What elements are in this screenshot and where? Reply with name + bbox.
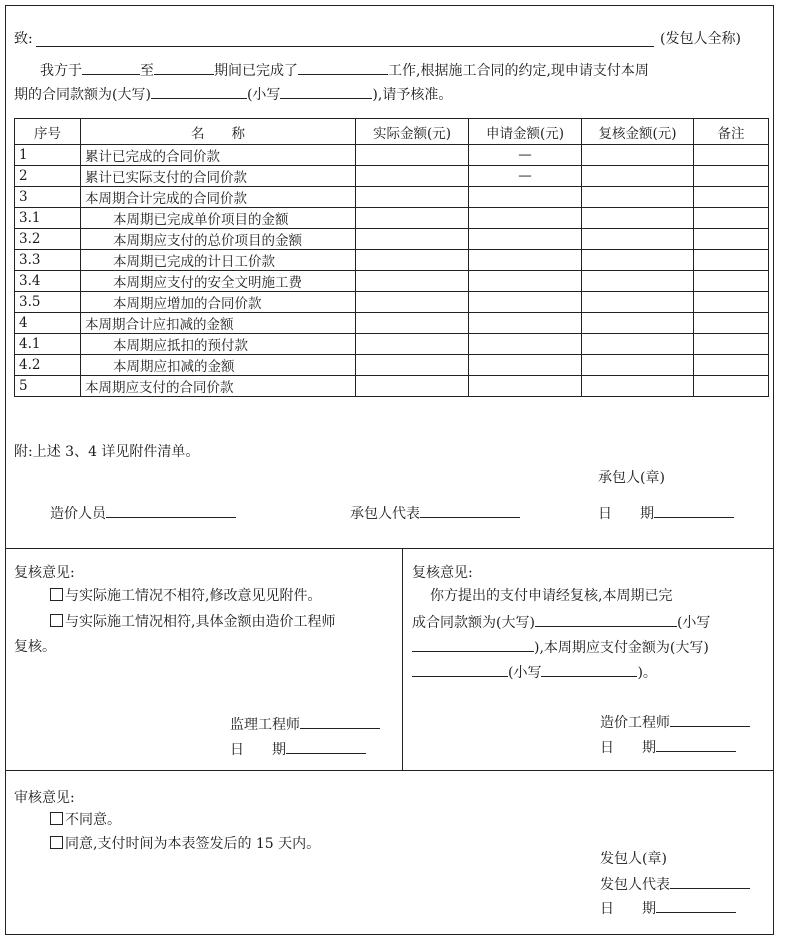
col-header-remark: 备注	[694, 119, 769, 145]
table-row	[15, 229, 769, 250]
row-actual-amount[interactable]	[356, 334, 469, 355]
row-remark[interactable]	[694, 145, 769, 166]
reviewed-lower-blank[interactable]	[412, 637, 534, 652]
col-header-no: 序号	[15, 119, 81, 145]
audit-title: 审核意见:	[14, 790, 75, 806]
row-name: 累计已完成的合同价款	[81, 145, 356, 166]
payment-items-table	[14, 118, 769, 397]
row-applied-amount	[469, 250, 582, 271]
cost-staff-row: 造价人员	[50, 503, 236, 523]
row-no: 4.2	[15, 355, 81, 376]
row-actual-amount[interactable]	[356, 376, 469, 397]
application-line-2: 期的合同款额为(大写) (小写 ),请予核准。	[14, 84, 452, 104]
table-row	[15, 313, 769, 334]
row-applied-amount	[469, 334, 582, 355]
row-reviewed-amount[interactable]	[582, 271, 694, 292]
checkbox-not-match[interactable]	[50, 588, 63, 601]
table-row	[15, 250, 769, 271]
issuer-date-blank[interactable]	[656, 898, 736, 913]
left-date-row: 日 期	[230, 739, 366, 759]
col-header-reviewed: 复核金额(元)	[582, 119, 694, 145]
row-name: 本周期应增加的合同价款	[81, 292, 356, 313]
row-actual-amount[interactable]	[356, 355, 469, 376]
row-reviewed-amount[interactable]	[582, 334, 694, 355]
table-row	[15, 208, 769, 229]
row-reviewed-amount[interactable]	[582, 187, 694, 208]
row-no: 3.1	[15, 208, 81, 229]
contractor-rep-row: 承包人代表	[350, 503, 520, 523]
contractor-rep-blank[interactable]	[420, 503, 520, 518]
row-actual-amount[interactable]	[356, 292, 469, 313]
checkbox-disagree[interactable]	[50, 812, 63, 825]
row-reviewed-amount[interactable]	[582, 376, 694, 397]
row-name: 累计已实际支付的合同价款	[81, 166, 356, 187]
cost-engineer-row: 造价工程师	[600, 712, 750, 732]
right-date-row: 日 期	[600, 737, 736, 757]
review-divider	[402, 548, 403, 770]
row-applied-amount	[469, 313, 582, 334]
row-applied-amount: —	[469, 166, 582, 187]
row-remark[interactable]	[694, 292, 769, 313]
recipient-line[interactable]	[36, 46, 654, 47]
row-applied-amount: —	[469, 145, 582, 166]
row-reviewed-amount[interactable]	[582, 313, 694, 334]
audit-option-agree: 同意,支付时间为本表签发后的 15 天内。	[50, 835, 320, 853]
left-review-option-2-cont: 复核。	[14, 639, 56, 655]
row-reviewed-amount[interactable]	[582, 145, 694, 166]
reviewed-upper-blank[interactable]	[535, 612, 677, 627]
row-actual-amount[interactable]	[356, 145, 469, 166]
row-actual-amount[interactable]	[356, 313, 469, 334]
row-name: 本周期合计完成的合同价款	[81, 187, 356, 208]
work-blank[interactable]	[298, 60, 388, 75]
row-applied-amount	[469, 355, 582, 376]
checkbox-match[interactable]	[50, 614, 63, 627]
table-row	[15, 292, 769, 313]
row-actual-amount[interactable]	[356, 250, 469, 271]
right-review-line-4: (小写 )。	[412, 662, 657, 682]
payable-upper-blank[interactable]	[412, 662, 508, 677]
row-applied-amount	[469, 229, 582, 250]
row-remark[interactable]	[694, 166, 769, 187]
issuer-rep-row: 发包人代表	[600, 874, 750, 894]
table-row	[15, 271, 769, 292]
table-header-row	[15, 119, 769, 145]
left-review-title: 复核意见:	[14, 565, 75, 581]
row-name: 本周期应支付的安全文明施工费	[81, 271, 356, 292]
attachment-note: 附:上述 3、4 详见附件清单。	[14, 444, 200, 460]
row-no: 3.2	[15, 229, 81, 250]
table-row	[15, 334, 769, 355]
row-remark[interactable]	[694, 250, 769, 271]
payable-lower-blank[interactable]	[541, 662, 637, 677]
row-reviewed-amount[interactable]	[582, 229, 694, 250]
row-remark[interactable]	[694, 187, 769, 208]
table-row	[15, 187, 769, 208]
start-date-blank[interactable]	[82, 60, 140, 75]
row-applied-amount	[469, 208, 582, 229]
row-reviewed-amount[interactable]	[582, 292, 694, 313]
right-review-line-3: ),本周期应支付金额为(大写)	[412, 637, 709, 657]
end-date-blank[interactable]	[154, 60, 214, 75]
issuer-rep-blank[interactable]	[670, 874, 750, 889]
row-actual-amount[interactable]	[356, 271, 469, 292]
row-no: 5	[15, 376, 81, 397]
row-remark[interactable]	[694, 208, 769, 229]
row-remark[interactable]	[694, 334, 769, 355]
issuer-fullname-label: (发包人全称)	[660, 31, 741, 47]
row-actual-amount[interactable]	[356, 208, 469, 229]
contractor-seal-label: 承包人(章)	[598, 470, 665, 486]
row-actual-amount[interactable]	[356, 187, 469, 208]
row-no: 3.5	[15, 292, 81, 313]
row-actual-amount[interactable]	[356, 166, 469, 187]
row-applied-amount	[469, 271, 582, 292]
audit-option-disagree: 不同意。	[50, 811, 121, 829]
table-row	[15, 355, 769, 376]
col-header-name: 名 称	[81, 119, 356, 145]
row-remark[interactable]	[694, 313, 769, 334]
row-name: 本周期应支付的总价项目的金额	[81, 229, 356, 250]
right-review-title: 复核意见:	[412, 565, 473, 581]
row-name: 本周期应支付的合同价款	[81, 376, 356, 397]
row-actual-amount[interactable]	[356, 229, 469, 250]
table-row	[15, 376, 769, 397]
section-divider-1	[5, 548, 774, 549]
row-name: 本周期已完成的计日工价款	[81, 250, 356, 271]
amount-upper-blank[interactable]	[151, 84, 247, 99]
left-date-blank[interactable]	[286, 739, 366, 754]
row-reviewed-amount[interactable]	[582, 166, 694, 187]
row-no: 1	[15, 145, 81, 166]
row-no: 3	[15, 187, 81, 208]
row-reviewed-amount[interactable]	[582, 250, 694, 271]
row-reviewed-amount[interactable]	[582, 208, 694, 229]
row-no: 2	[15, 166, 81, 187]
application-line-1: 我方于 至 期间已完成了 工作,根据施工合同的约定,现申请支付本周	[40, 60, 649, 80]
row-no: 3.4	[15, 271, 81, 292]
row-name: 本周期应扣减的金额	[81, 355, 356, 376]
table-row	[15, 145, 769, 166]
col-header-applied: 申请金额(元)	[469, 119, 582, 145]
left-review-option-2: 与实际施工情况相符,具体金额由造价工程师	[50, 613, 335, 631]
supervisor-row: 监理工程师	[230, 714, 380, 734]
section-divider-2	[5, 770, 774, 771]
issuer-date-row: 日 期	[600, 898, 736, 918]
cost-staff-blank[interactable]	[106, 503, 236, 518]
row-reviewed-amount[interactable]	[582, 355, 694, 376]
row-remark[interactable]	[694, 355, 769, 376]
checkbox-agree[interactable]	[50, 836, 63, 849]
row-name: 本周期已完成单价项目的金额	[81, 208, 356, 229]
row-applied-amount	[469, 187, 582, 208]
contractor-date-row: 日 期	[598, 503, 734, 523]
issuer-seal-label: 发包人(章)	[600, 851, 667, 867]
cost-engineer-blank[interactable]	[670, 712, 750, 727]
table-row	[15, 166, 769, 187]
row-no: 3.3	[15, 250, 81, 271]
right-date-blank[interactable]	[656, 737, 736, 752]
supervisor-blank[interactable]	[300, 714, 380, 729]
row-remark[interactable]	[694, 229, 769, 250]
to-label: 致:	[14, 31, 33, 47]
row-name: 本周期合计应扣减的金额	[81, 313, 356, 334]
right-review-line-2: 成合同款额为(大写) (小写	[412, 612, 710, 632]
amount-lower-blank[interactable]	[280, 84, 372, 99]
row-remark[interactable]	[694, 376, 769, 397]
row-remark[interactable]	[694, 271, 769, 292]
row-applied-amount	[469, 292, 582, 313]
col-header-actual: 实际金额(元)	[356, 119, 469, 145]
contractor-date-blank[interactable]	[654, 503, 734, 518]
right-review-line-1: 你方提出的支付申请经复核,本周期已完	[430, 588, 673, 604]
row-name: 本周期应抵扣的预付款	[81, 334, 356, 355]
row-no: 4.1	[15, 334, 81, 355]
row-applied-amount	[469, 376, 582, 397]
left-review-option-1: 与实际施工情况不相符,修改意见见附件。	[50, 587, 321, 605]
row-no: 4	[15, 313, 81, 334]
